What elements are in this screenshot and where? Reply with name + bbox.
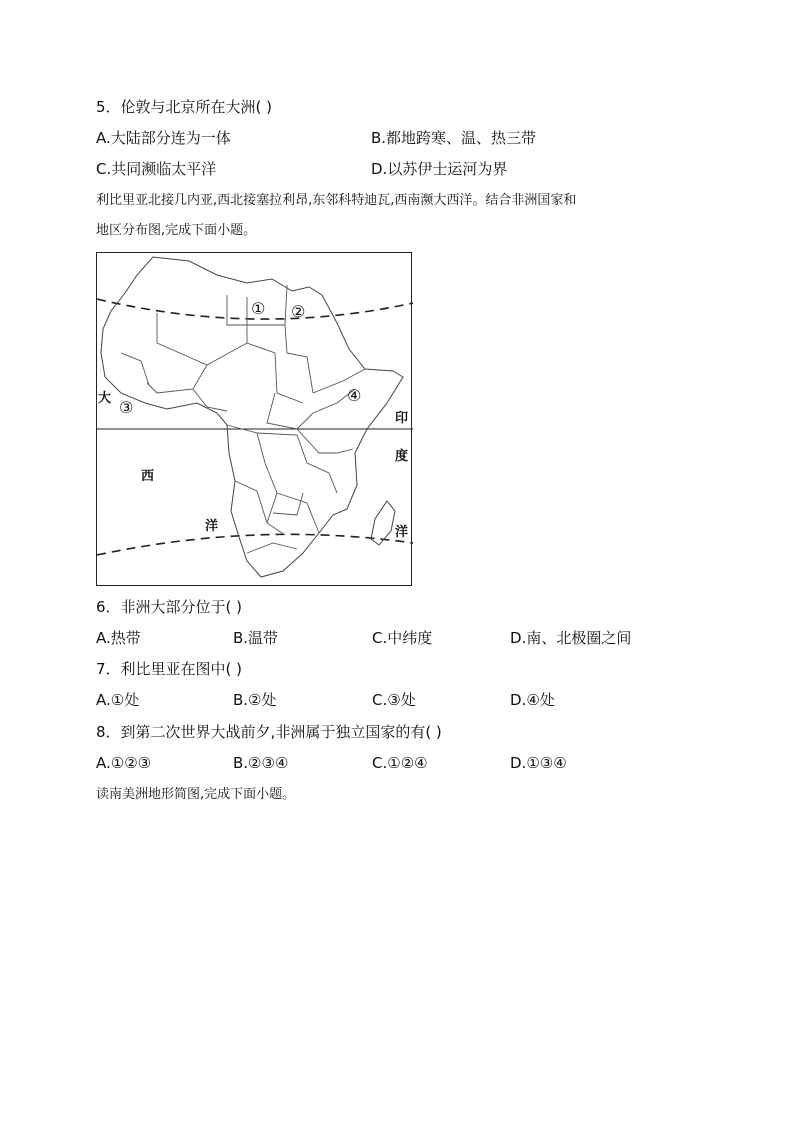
q7-option-a[interactable]: A.①处: [96, 691, 140, 709]
q8-option-c[interactable]: C.①②④: [372, 754, 428, 772]
atlantic-label-1: 大: [98, 391, 112, 406]
map-marker-1: ①: [251, 299, 266, 318]
q8-option-d[interactable]: D.①③④: [510, 754, 567, 772]
q6-option-d[interactable]: D.南、北极圈之间: [510, 629, 632, 647]
q7-option-c[interactable]: C.③处: [372, 691, 416, 709]
atlantic-label-2: 西: [141, 469, 155, 484]
q5-option-a[interactable]: A.大陆部分连为一体: [96, 129, 231, 147]
q7-option-b[interactable]: B.②处: [233, 691, 277, 709]
intro2-line-1: 读南美洲地形简图,完成下面小题。: [96, 787, 296, 802]
q6-option-b[interactable]: B.温带: [233, 629, 279, 647]
q5-option-d[interactable]: D.以苏伊士运河为界: [371, 160, 508, 178]
q5-stem: 5．伦敦与北京所在大洲( ): [96, 98, 273, 116]
atlantic-label-3: 洋: [205, 519, 219, 534]
q8-stem: 8．到第二次世界大战前夕,非洲属于独立国家的有( ): [96, 723, 442, 741]
country-borders: [121, 285, 365, 553]
q7-option-d[interactable]: D.④处: [510, 691, 555, 709]
q6-stem: 6．非洲大部分位于( ): [96, 598, 243, 616]
q5-option-c[interactable]: C.共同濒临太平洋: [96, 160, 217, 178]
q6-option-a[interactable]: A.热带: [96, 629, 141, 647]
q8-option-a[interactable]: A.①②③: [96, 754, 152, 772]
madagascar-outline: [371, 501, 395, 545]
q7-stem: 7．利比里亚在图中( ): [96, 660, 243, 678]
indian-label-1: 印: [395, 411, 409, 426]
map-marker-2: ②: [291, 302, 306, 321]
map-marker-4: ④: [347, 386, 362, 405]
tropic-of-capricorn-line: [97, 534, 413, 555]
intro-line-1: 利比里亚北接几内亚,西北接塞拉利昂,东邻科特迪瓦,西南濒大西洋。结合非洲国家和: [96, 193, 577, 208]
q5-option-b[interactable]: B.都地跨寒、温、热三带: [371, 129, 537, 147]
indian-label-3: 洋: [395, 525, 409, 540]
q8-option-b[interactable]: B.②③④: [233, 754, 289, 772]
indian-label-2: 度: [395, 449, 409, 464]
q6-option-c[interactable]: C.中纬度: [372, 629, 433, 647]
africa-political-map: [96, 252, 412, 586]
map-marker-3: ③: [119, 398, 134, 417]
intro-line-2: 地区分布图,完成下面小题。: [96, 223, 257, 238]
